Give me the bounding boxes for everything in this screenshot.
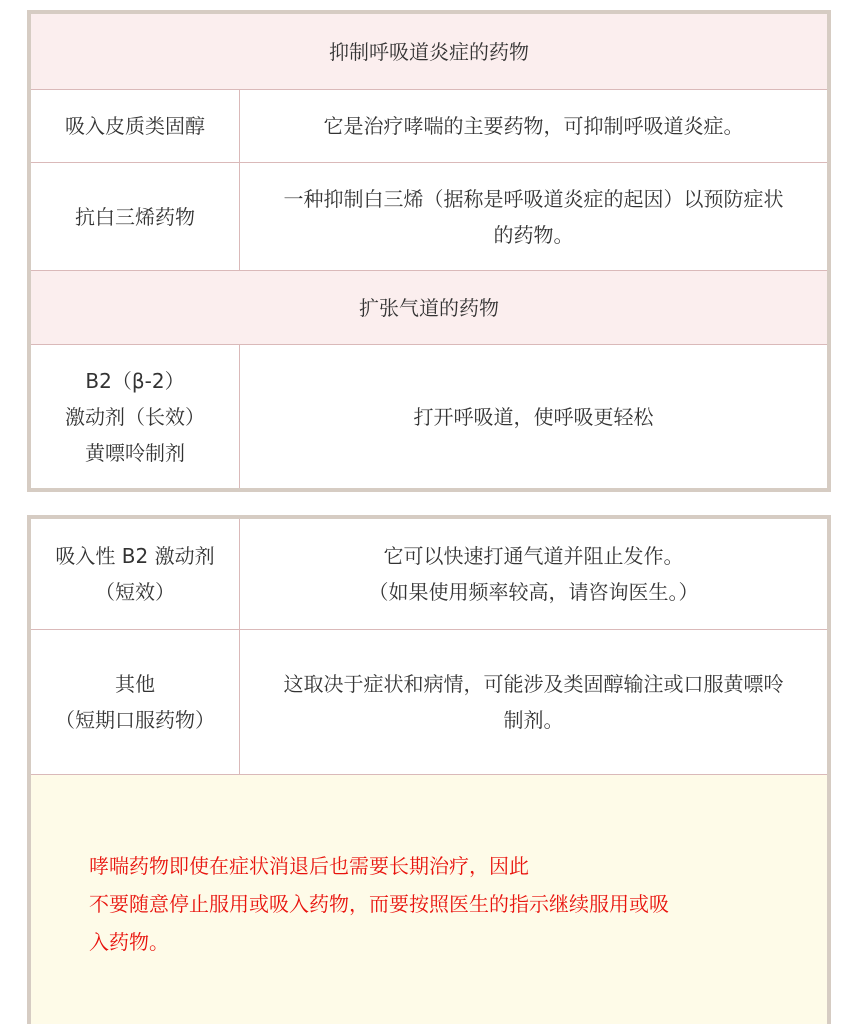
table-row	[31, 90, 827, 162]
drug-description-line: （如果使用频率较高，请咨询医生。）	[368, 580, 699, 604]
table-row	[31, 630, 827, 774]
drug-name-line: 激动剂（长效）	[65, 404, 205, 429]
medication-table-1	[27, 10, 831, 492]
warning-line: 入药物。	[89, 930, 169, 954]
drug-desc-cell	[240, 519, 827, 629]
warning-text	[89, 847, 779, 961]
drug-name-line: 黄嘌呤制剂	[85, 440, 185, 465]
medication-table-2	[27, 515, 831, 1024]
drug-name-line: 吸入性 B2 激动剂	[55, 544, 215, 568]
drug-desc-cell	[240, 345, 827, 488]
drug-name-line: B2（β-2）	[85, 368, 185, 393]
drug-name-cell	[31, 630, 240, 774]
warning-line: 哮喘药物即使在症状消退后也需要长期治疗，因此	[89, 854, 529, 878]
drug-description-line: 这取决于症状和病情，可能涉及类固醇输注或口服黄嘌呤	[283, 672, 784, 696]
drug-name-cell	[31, 163, 240, 270]
drug-name: 抗白三烯药物	[75, 204, 195, 229]
warning-note	[31, 775, 827, 1024]
drug-desc-cell	[240, 90, 827, 162]
drug-name-cell	[31, 345, 240, 488]
table-row	[31, 163, 827, 270]
table-row	[31, 519, 827, 629]
drug-description: 它是治疗哮喘的主要药物，可抑制呼吸道炎症。	[323, 114, 744, 138]
section-header-anti-inflammatory	[31, 14, 827, 89]
drug-desc-cell	[240, 630, 827, 774]
drug-desc-cell	[240, 163, 827, 270]
section-header-bronchodilator	[31, 271, 827, 344]
drug-name-cell	[31, 90, 240, 162]
warning-line: 不要随意停止服用或吸入药物，而要按照医生的指示继续服用或吸	[89, 892, 669, 916]
drug-description-line: 制剂。	[503, 708, 564, 732]
section-title: 抑制呼吸道炎症的药物	[329, 39, 529, 64]
drug-name-line: （短期口服药物）	[55, 708, 215, 732]
section-title: 扩张气道的药物	[359, 295, 499, 320]
drug-description-line: 一种抑制白三烯（据称是呼吸道炎症的起因）以预防症状	[283, 186, 784, 211]
drug-name-cell	[31, 519, 240, 629]
drug-description: 打开呼吸道，使呼吸更轻松	[413, 404, 654, 429]
drug-description-line: 它可以快速打通气道并阻止发作。	[383, 544, 684, 568]
drug-name-line: （短效）	[94, 580, 175, 604]
drug-description-line: 的药物。	[493, 222, 574, 247]
drug-name: 吸入皮质类固醇	[65, 114, 205, 138]
table-row	[31, 345, 827, 488]
drug-name-line: 其他	[115, 672, 155, 696]
